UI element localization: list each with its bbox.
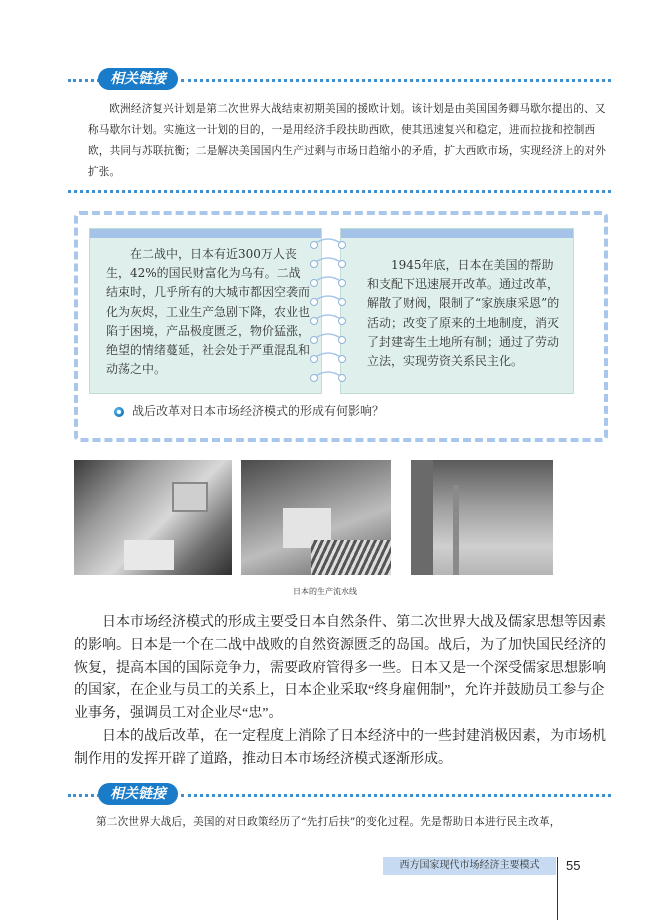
question-bullet-icon xyxy=(114,407,124,417)
dotted-rule-right xyxy=(181,79,611,82)
left-page-text: 在二战中，日本有近300万人丧生，42%的国民财富化为乌有。二战结束时，几乎所有的大城市都因空袭而化为灰烬，工业生产急剧下降，农业也陷于困境，产品极度匮乏，物价猛涨，绝望的情绪蔓延，社会处于严重混乱和动荡之中。 xyxy=(106,247,311,377)
spiral-ring-icon xyxy=(308,293,348,307)
spiral-ring-icon xyxy=(308,255,348,269)
footer-divider xyxy=(557,857,558,920)
dotted-rule-bottom xyxy=(68,190,611,193)
spiral-ring-icon xyxy=(308,369,348,383)
photo-worker-assembly-line xyxy=(74,460,232,575)
body-paragraph-1: 日本市场经济模式的形成主要受日本自然条件、第二次世界大战及儒家思想等因素的影响。日本是一个在二战中战败的自然资源匮乏的岛国。战后，为了加快国民经济的恢复，提高本国的国际竞争力，需要政府管得多一些。日本又是一个深受儒家思想影响的国家，在企业与员工的关系上，日本企业采取“终身雇佣制”，允许并鼓励员工参与企业事务，强调员工对企业尽“忠”。 xyxy=(74,615,606,722)
page-header-strip xyxy=(341,229,573,238)
related-link-paragraph: 第二次世界大战后，美国的对日政策经历了“先打后扶”的变化过程。先是帮助日本进行民主改革， xyxy=(96,816,561,828)
related-link-badge: 相关链接 xyxy=(98,68,178,90)
discussion-question: 战后改革对日本市场经济模式的形成有何影响？ xyxy=(132,404,385,418)
chapter-title-banner: 西方国家现代市场经济主要模式 xyxy=(383,857,556,875)
figure-caption: 日本的生产流水线 xyxy=(293,587,357,596)
spiral-ring-icon xyxy=(308,350,348,364)
main-body xyxy=(74,612,610,772)
dotted-rule-right xyxy=(181,794,611,797)
notebook-right-page xyxy=(340,228,574,394)
notebook-left-page xyxy=(89,228,322,394)
page-number: 55 xyxy=(566,858,581,873)
spiral-ring-icon xyxy=(308,274,348,288)
dotted-rule-left xyxy=(68,79,100,82)
spiral-ring-icon xyxy=(308,236,348,250)
dotted-rule-left xyxy=(68,794,100,797)
related-link-paragraph: 欧洲经济复兴计划是第二次世界大战结束初期美国的援欧计划。该计划是由美国国务卿马歇尔提出的、又称马歇尔计划。实施这一计划的目的，一是用经济手段扶助西欧，使其迅速复兴和稳定，进而拉拢和控制西欧，共同与苏联抗衡；二是解决美国国内生产过剩与市场日趋缩小的矛盾，扩大西欧市场，实现经济上的对外扩张。 xyxy=(88,103,607,178)
body-paragraph-2: 日本的战后改革，在一定程度上消除了日本经济中的一些封建消极因素，为市场机制作用的发挥开辟了道路，推动日本市场经济模式逐渐形成。 xyxy=(74,728,606,767)
right-page-text: 1945年底，日本在美国的帮助和支配下迅速展开改革。通过改革，解散了财阀，限制了“家族康采恩”的活动；改变了原来的土地制度，消灭了封建寄生土地所有制；通过了劳动立法，实现劳资关系民主化。 xyxy=(367,258,560,369)
photo-roller-conveyor xyxy=(241,460,391,575)
spiral-ring-icon xyxy=(308,331,348,345)
related-link-badge: 相关链接 xyxy=(98,783,178,805)
spiral-ring-icon xyxy=(308,312,348,326)
photo-factory-floor xyxy=(411,460,553,575)
page-header-strip xyxy=(90,229,321,238)
